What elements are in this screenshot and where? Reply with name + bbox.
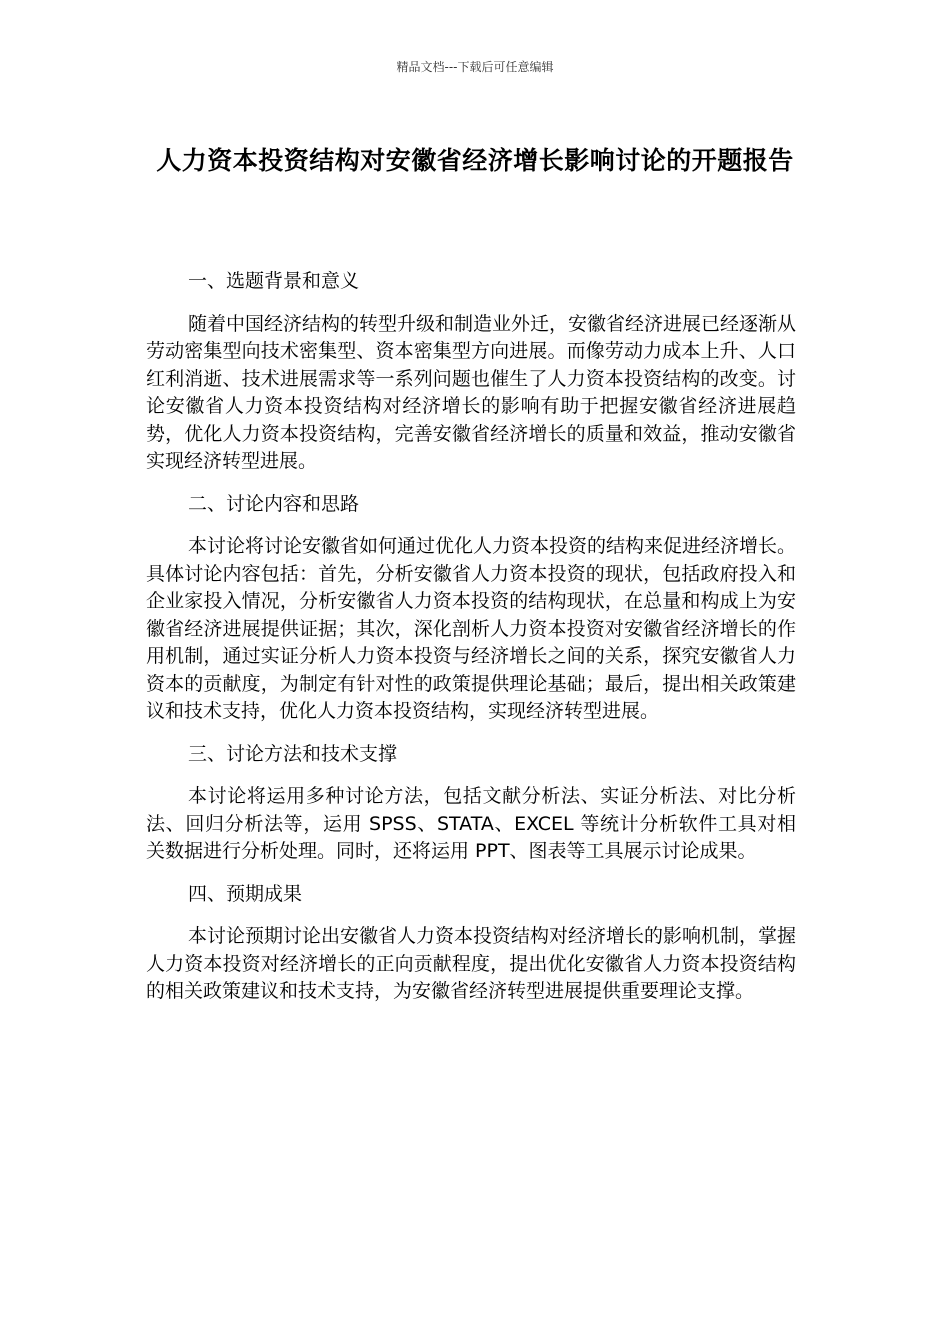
section-heading: 一、选题背景和意义 — [188, 270, 360, 292]
header-note: 精品文档---下载后可任意编辑 — [396, 60, 554, 74]
section-paragraph: 随着中国经济结构的转型升级和制造业外迁，安徽省经济进展已经逐渐从劳动密集型向技术密集型、资本密集型方向进展。而像劳动力成本上升、人口红利消逝、技术进展需求等一系列问题也催生了人力资本投资结构的改变。讨论安徽省人力资本投资结构对经济增长的影响有助于把握安徽省经济进展趋势，优化人力资本投资结构，完善安徽省经济增长的质量和效益，推动安徽省实现经济转型进展。 — [146, 312, 797, 472]
section-heading: 三、讨论方法和技术支撑 — [188, 742, 398, 765]
section-paragraph: 本讨论将运用多种讨论方法，包括文献分析法、实证分析法、对比分析法、回归分析法等，运用 SPSS、STATA、EXCEL 等统计分析软件工具对相关数据进行分析处理。同时，还将运用 PPT、图表等工具展示讨论成果。 — [146, 785, 796, 862]
document-body — [146, 268, 796, 1021]
section-heading: 四、预期成果 — [188, 882, 303, 905]
document-title: 人力资本投资结构对安徽省经济增长影响讨论的开题报告 — [156, 146, 794, 175]
section-paragraph: 本讨论将讨论安徽省如何通过优化人力资本投资的结构来促进经济增长。具体讨论内容包括：首先，分析安徽省人力资本投资的现状，包括政府投入和企业家投入情况，分析安徽省人力资本投资的结构现状，在总量和构成上为安徽省经济进展提供证据；其次，深化剖析人力资本投资对安徽省经济增长的作用机制，通过实证分析人力资本投资与经济增长之间的关系，探究安徽省人力资本的贡献度，为制定有针对性的政策提供理论基础；最后，提出相关政策建议和技术支持，优化人力资本投资结构，实现经济转型进展。 — [146, 535, 797, 722]
section-heading: 二、讨论内容和思路 — [188, 492, 360, 515]
section-paragraph: 本讨论预期讨论出安徽省人力资本投资结构对经济增长的影响机制，掌握人力资本投资对经济增长的正向贡献程度，提出优化安徽省人力资本投资结构的相关政策建议和技术支持，为安徽省经济转型进展提供重要理论支撑。 — [146, 925, 797, 1002]
